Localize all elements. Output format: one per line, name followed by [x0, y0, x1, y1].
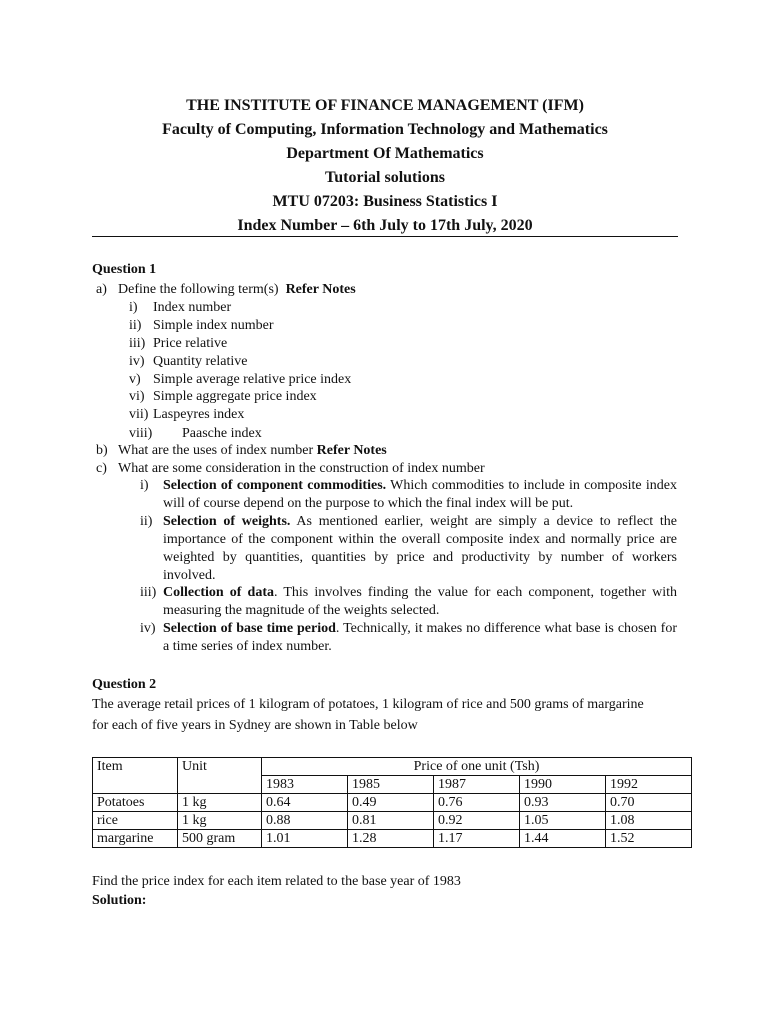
table-row	[93, 812, 692, 830]
question-2-task: Find the price index for each item related to the base year of 1983	[92, 874, 461, 889]
q1a-marker: a)	[96, 282, 107, 297]
q1a-item-num: viii)	[129, 426, 153, 441]
q1c-marker: c)	[96, 461, 107, 476]
price-cell: 0.49	[348, 794, 434, 812]
institute-title: THE INSTITUTE OF FINANCE MANAGEMENT (IFM)	[186, 97, 584, 114]
q1c-item-body	[163, 477, 677, 513]
price-cell: 0.88	[262, 812, 348, 830]
column-header-item: Item	[93, 758, 178, 794]
q1c-item-text: Which commodities to include in composite index will of course depend on the purpose to which the final index will be put.	[163, 478, 677, 511]
header-divider	[92, 236, 678, 237]
q1a-item-text: Index number	[153, 300, 232, 315]
solution-label: Solution:	[92, 893, 147, 908]
q1c-item-body	[163, 584, 677, 620]
q1b-marker: b)	[96, 443, 108, 458]
q1c-item-body	[163, 620, 677, 656]
price-cell: 0.64	[262, 794, 348, 812]
price-cell: 1.17	[434, 830, 520, 848]
q1a-item-text: Price relative	[153, 336, 228, 351]
table-row	[93, 830, 692, 848]
year-header: 1987	[434, 776, 520, 794]
item-cell: Potatoes	[93, 794, 178, 812]
price-cell: 1.01	[262, 830, 348, 848]
q1a-item-text: Simple index number	[153, 318, 274, 333]
q1c-item-text: . This involves finding the value for each component, together with measuring the magnitude of the weights selected.	[163, 585, 678, 618]
year-header: 1990	[520, 776, 606, 794]
table-row	[93, 794, 692, 812]
year-header: 1985	[348, 776, 434, 794]
q1c-item-num: iii)	[140, 585, 157, 600]
q1c-text: What are some consideration in the construction of index number	[118, 461, 485, 476]
q1a-item-text: Laspeyres index	[153, 407, 245, 422]
q1a-item-text: Simple aggregate price index	[153, 389, 317, 404]
q1a-item-num: ii)	[129, 318, 142, 333]
q1c-item-title: Selection of component commodities.	[163, 478, 387, 493]
q1a-item-num: iv)	[129, 354, 145, 369]
price-cell: 0.93	[520, 794, 606, 812]
faculty-title: Faculty of Computing, Information Technology and Mathematics	[162, 121, 608, 138]
q1a-item-num: i)	[129, 300, 138, 315]
table-header-row	[93, 758, 692, 776]
unit-cell: 1 kg	[178, 812, 262, 830]
column-header-price: Price of one unit (Tsh)	[262, 758, 692, 776]
q1a-item-num: iii)	[129, 336, 146, 351]
price-cell: 1.28	[348, 830, 434, 848]
q1a-item-num: v)	[129, 372, 141, 387]
q1c-item-title: Selection of base time period	[163, 621, 336, 636]
q1c-item-title: Selection of weights.	[163, 514, 291, 529]
item-cell: margarine	[93, 830, 178, 848]
question-2-intro: The average retail prices of 1 kilogram of potatoes, 1 kilogram of rice and 500 grams of margarine for each of five years in Sydney are shown in Table below	[92, 697, 644, 733]
q1a-note: Refer Notes	[285, 282, 356, 297]
q1a-item-text: Quantity relative	[153, 354, 248, 369]
unit-cell: 1 kg	[178, 794, 262, 812]
year-header: 1992	[606, 776, 692, 794]
course-title: MTU 07203: Business Statistics I	[272, 193, 498, 210]
topic-title: Index Number – 6th July to 17th July, 2020	[237, 217, 533, 234]
price-table	[92, 757, 692, 848]
q1c-item-text: As mentioned earlier, weight are simply a device to reflect the importance of the component within the overall composite index and normally price are weighted by quantities, quantities by price and productivity by number of workers involved.	[163, 514, 677, 583]
q1a-text: Define the following term(s) Refer Notes	[118, 282, 356, 297]
q1a-item-num: vii)	[129, 407, 149, 422]
q1c-item-text: . Technically, it makes no difference what base is chosen for a time series of index number.	[163, 621, 677, 654]
price-cell: 1.05	[520, 812, 606, 830]
item-cell: rice	[93, 812, 178, 830]
q1c-item-num: ii)	[140, 514, 153, 529]
price-cell: 0.81	[348, 812, 434, 830]
q1a-item-text: Paasche index	[182, 426, 262, 441]
price-cell: 1.08	[606, 812, 692, 830]
q1c-item-num: i)	[140, 478, 149, 493]
question-2-heading: Question 2	[92, 677, 157, 692]
price-cell: 0.70	[606, 794, 692, 812]
price-cell: 1.44	[520, 830, 606, 848]
q1c-item-title: Collection of data	[163, 585, 274, 600]
year-header: 1983	[262, 776, 348, 794]
price-cell: 0.92	[434, 812, 520, 830]
department-title: Department Of Mathematics	[286, 145, 484, 162]
unit-cell: 500 gram	[178, 830, 262, 848]
q1c-item-num: iv)	[140, 621, 156, 636]
q1a-item-num: vi)	[129, 389, 145, 404]
q1b-text: What are the uses of index number Refer Notes	[118, 443, 387, 458]
document-type: Tutorial solutions	[325, 169, 445, 186]
q1a-item-text: Simple average relative price index	[153, 372, 352, 387]
question-1-heading: Question 1	[92, 262, 157, 277]
document-header	[92, 94, 678, 238]
q1b-note: Refer Notes	[316, 443, 387, 458]
q1c-item-body	[163, 513, 677, 585]
column-header-unit: Unit	[178, 758, 262, 794]
price-cell: 1.52	[606, 830, 692, 848]
price-cell: 0.76	[434, 794, 520, 812]
